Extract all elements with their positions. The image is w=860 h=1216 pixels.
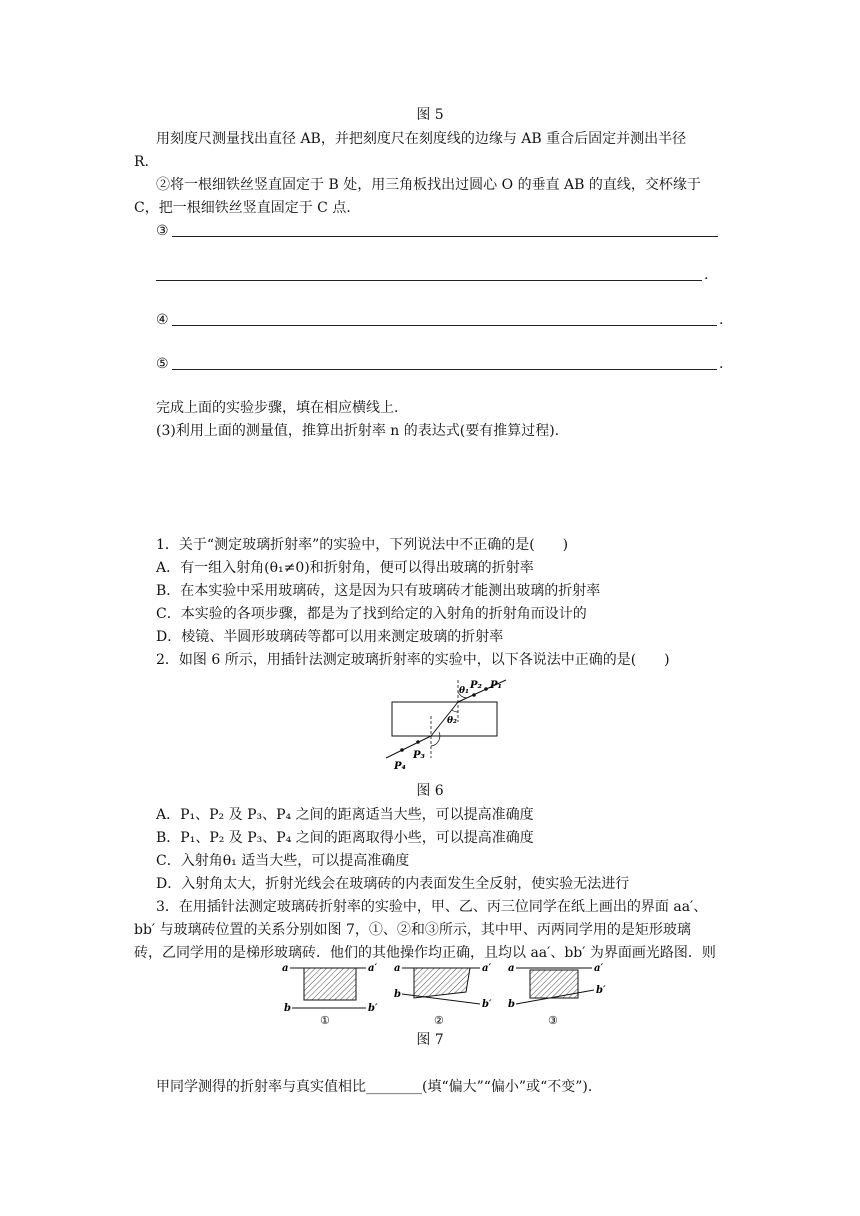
step3-end: . <box>704 267 709 283</box>
d2-label-b: b <box>394 989 401 1000</box>
label-p1: P₁ <box>490 680 502 691</box>
step1-line2: R. <box>134 154 149 170</box>
part3-question: (3)利用上面的测量值，推算出折射率 n 的表达式(要有推算过程). <box>156 423 560 439</box>
step5-marker: ⑤ <box>156 356 169 372</box>
fig5-caption: 图 5 <box>416 107 444 123</box>
q3-stem-line2: bb′ 与玻璃砖位置的关系分别如图 7，①、②和③所示，其中甲、丙两同学用的是矩形玻璃 <box>134 922 691 938</box>
step2-line2: C，把一根细铁丝竖直固定于 C 点． <box>134 200 361 216</box>
q2-option-b[interactable]: B．P₁、P₂ 及 P₃、P₄ 之间的距离取得小些，可以提高准确度 <box>156 830 534 846</box>
q2-option-a[interactable]: A．P₁、P₂ 及 P₃、P₄ 之间的距离适当大些，可以提高准确度 <box>156 807 534 823</box>
d3-label-b: b <box>508 999 515 1010</box>
q3-sub-question: 甲同学测得的折射率与真实值相比________(填“偏大”“偏小”或“不变”)． <box>156 1079 602 1095</box>
d1-label-b: b <box>284 1003 291 1014</box>
d1-label-a: a <box>282 963 289 974</box>
d2-number: ② <box>434 1014 444 1027</box>
q1-stem: 1．关于“测定玻璃折射率”的实验中，下列说法中不正确的是( ) <box>156 537 569 553</box>
label-p3: P₃ <box>413 750 425 761</box>
fig7-caption: 图 7 <box>416 1032 444 1048</box>
q2-stem: 2．如图 6 所示，用插针法测定玻璃折射率的实验中，以下各说法中正确的是( ) <box>156 652 670 668</box>
step5-end: . <box>719 356 724 372</box>
d1-label-b-prime: b′ <box>368 1003 378 1014</box>
q1-option-a[interactable]: A．有一组入射角(θ₁≠0)和折射角，便可以得出玻璃的折射率 <box>156 560 534 576</box>
step2-line1: ②将一根细铁丝竖直固定于 B 处，用三角板找出过圆心 O 的垂直 AB 的直线，交杯缘于 <box>156 177 701 193</box>
d3-label-a: a <box>508 963 515 974</box>
label-p2: P₂ <box>470 680 482 691</box>
fig6-caption: 图 6 <box>416 783 444 799</box>
step4-blank[interactable] <box>172 325 717 326</box>
d3-label-a-prime: a′ <box>594 963 604 974</box>
q3-stem-line3: 砖，乙同学用的是梯形玻璃砖．他们的其他操作均正确，且均以 aa′、bb′ 为界面画光路图．则 <box>134 945 716 961</box>
figure-6-refraction-diagram <box>380 672 510 774</box>
step3-blank-line1[interactable] <box>172 236 718 237</box>
d1-number: ① <box>320 1014 330 1027</box>
step4-end: . <box>719 312 724 328</box>
d2-label-a: a <box>394 963 401 974</box>
d2-label-a-prime: a′ <box>482 963 492 974</box>
q2-option-d[interactable]: D．入射角太大，折射光线会在玻璃砖的内表面发生全反射，使实验无法进行 <box>156 876 630 892</box>
step3-blank-line2[interactable] <box>156 280 702 281</box>
q3-stem-line1: 3．在用插针法测定玻璃砖折射率的实验中，甲、乙、丙三位同学在纸上画出的界面 aa′、 <box>156 899 708 915</box>
complete-instruction: 完成上面的实验步骤，填在相应横线上． <box>156 400 408 416</box>
d2-label-b-prime: b′ <box>482 999 492 1010</box>
q1-option-b[interactable]: B．在本实验中采用玻璃砖，这是因为只有玻璃砖才能测出玻璃的折射率 <box>156 583 601 599</box>
q2-option-c[interactable]: C．入射角θ₁ 适当大些，可以提高准确度 <box>156 853 410 869</box>
q1-option-c[interactable]: C．本实验的各项步骤，都是为了找到给定的入射角的折射角而设计的 <box>156 606 587 622</box>
step5-blank[interactable] <box>172 369 717 370</box>
d3-label-b-prime: b′ <box>596 985 606 996</box>
step1-line1: 用刻度尺测量找出直径 AB，并把刻度尺在刻度线的边缘与 AB 重合后固定并测出半径 <box>156 131 687 147</box>
label-p4: P₄ <box>394 761 406 772</box>
label-theta1: θ₁ <box>459 686 469 696</box>
step4-marker: ④ <box>156 312 169 328</box>
figure-7-interface-diagrams <box>280 958 610 1028</box>
d3-number: ③ <box>548 1014 558 1027</box>
label-theta2: θ₂ <box>447 716 457 726</box>
q1-option-d[interactable]: D．棱镜、半圆形玻璃砖等都可以用来测定玻璃的折射率 <box>156 629 504 645</box>
d1-label-a-prime: a′ <box>368 963 378 974</box>
step3-marker: ③ <box>156 223 169 239</box>
